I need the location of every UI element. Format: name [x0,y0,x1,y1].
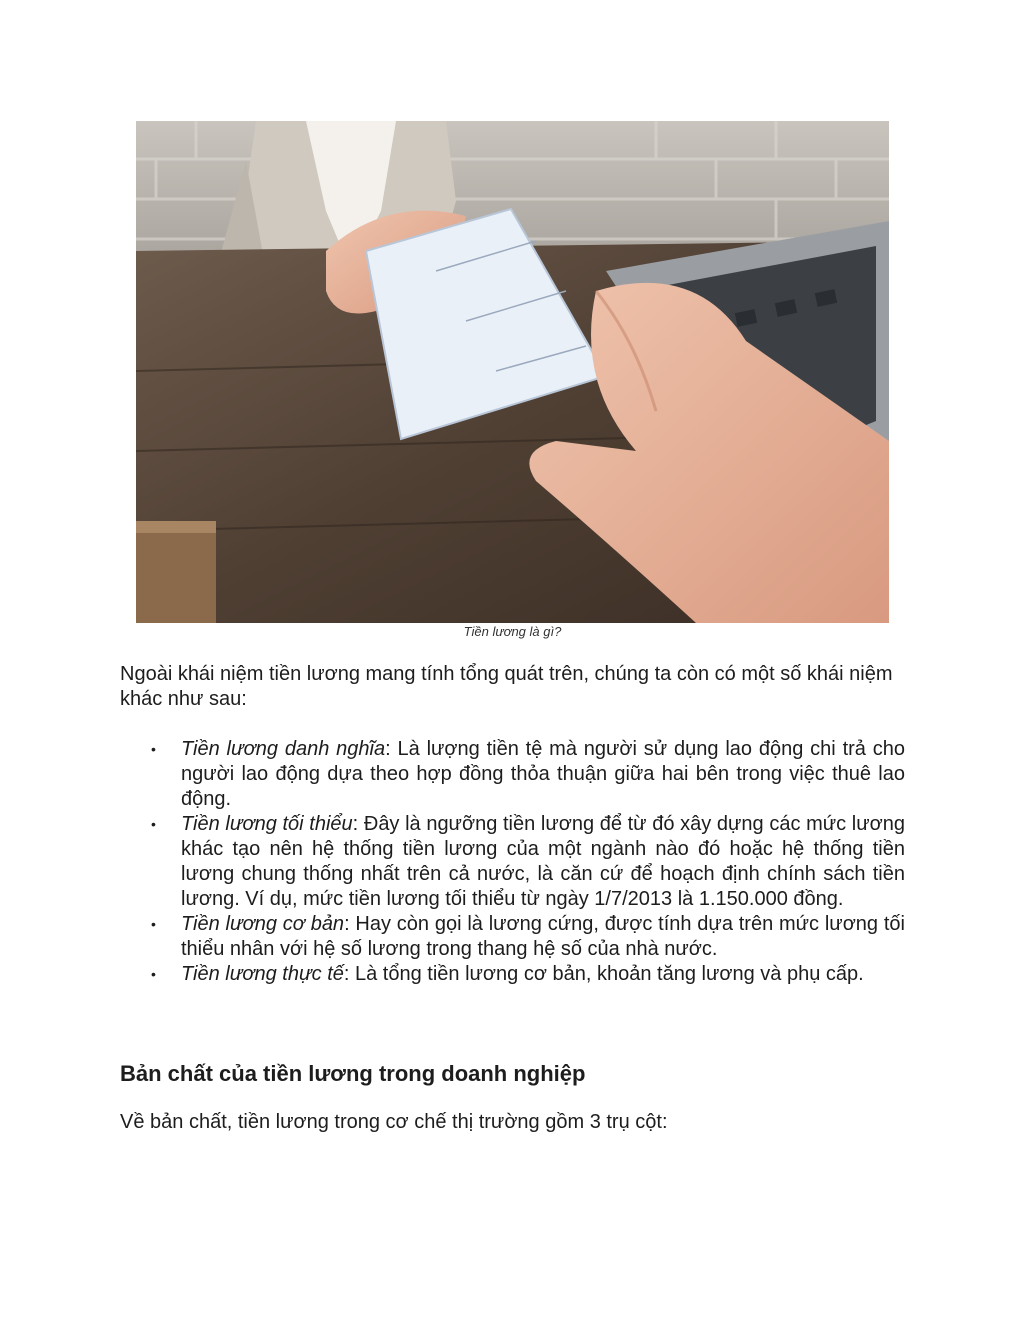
term-name: Tiền lương cơ bản [181,913,345,935]
list-item [120,962,905,987]
list-item [120,737,905,812]
list-item [120,812,905,912]
salary-check-photo [136,121,889,623]
term-definition: : Đây là ngưỡng tiền lương để từ đó xây dựng các mức lương khác tạo nên hệ thống tiền lương của một ngành nào đó hoặc hệ thống tiền lương chung thống nhất trên cả nước, là căn cứ để hoạch định chính sách tiền lương. Ví dụ, mức tiền lương tối thiểu từ ngày 1/7/2013 là 1.150.000 đồng. [181,813,905,910]
term-definition: : Hay còn gọi là lương cứng, được tính dựa trên mức lương tối thiểu nhân với hệ số lương trong thang hệ số của nhà nước. [181,913,905,960]
bullet-icon: • [151,916,156,932]
bullet-icon: • [151,816,156,832]
salary-terms-list [120,737,905,987]
section-heading: Bản chất của tiền lương trong doanh nghiệp [120,1061,586,1086]
outro-paragraph: Về bản chất, tiền lương trong cơ chế thị trường gồm 3 trụ cột: [120,1111,668,1133]
term-definition: : Là tổng tiền lương cơ bản, khoản tăng lương và phụ cấp. [343,963,864,985]
list-item [120,912,905,962]
bullet-icon: • [151,741,156,757]
image-caption: Tiền lương là gì? [463,624,562,639]
term-name: Tiền lương danh nghĩa [181,738,386,760]
intro-paragraph: Ngoài khái niệm tiền lương mang tính tổng quát trên, chúng ta còn có một số khái niệm khác như sau: [120,663,893,710]
term-definition: : Là lượng tiền tệ mà người sử dụng lao động chi trả cho người lao động dựa theo hợp đồng thỏa thuận giữa hai bên trong việc thuê lao động. [181,738,905,810]
term-name: Tiền lương tối thiểu [181,813,353,835]
bullet-icon: • [151,966,156,982]
term-name: Tiền lương thực tế [181,963,344,985]
